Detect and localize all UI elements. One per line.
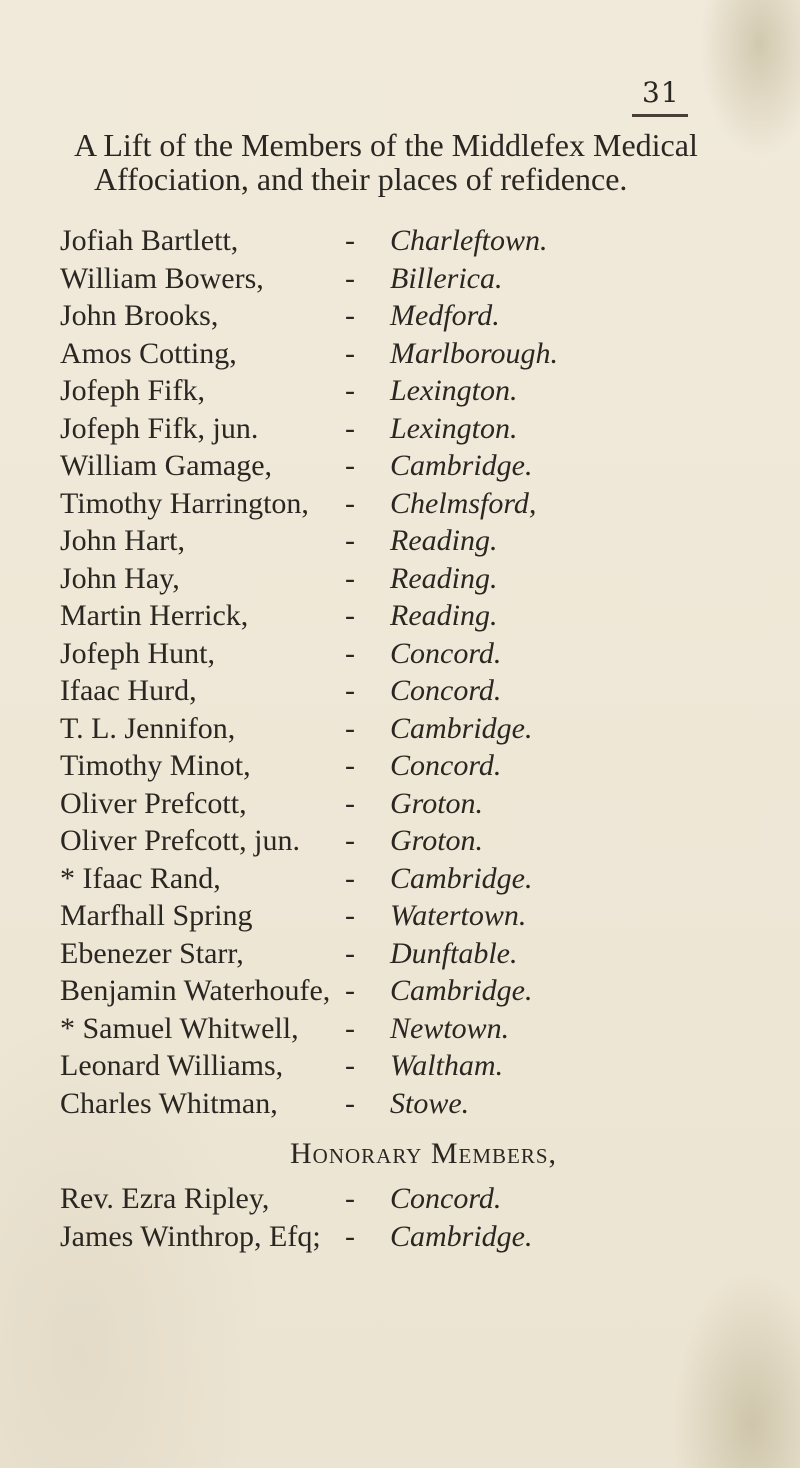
list-item bbox=[60, 747, 780, 785]
separator-dash: - bbox=[345, 524, 355, 557]
member-residence: Concord. bbox=[390, 636, 502, 670]
list-item bbox=[60, 410, 780, 448]
heading-line-1: A Lift of the Members of the Middlefex Medical bbox=[74, 127, 698, 163]
list-item bbox=[60, 1218, 780, 1256]
member-name: Jofeph Hunt, bbox=[60, 636, 215, 670]
member-residence: Cambridge. bbox=[390, 974, 533, 1007]
list-item bbox=[60, 335, 780, 373]
member-residence: Charleftown. bbox=[390, 224, 548, 257]
list-item bbox=[60, 260, 780, 298]
separator-dash: - bbox=[345, 411, 355, 445]
separator-dash: - bbox=[345, 824, 355, 857]
honorary-member-list bbox=[60, 1180, 780, 1255]
separator-dash: - bbox=[345, 1086, 355, 1120]
separator-dash: - bbox=[345, 1011, 355, 1045]
member-residence: Chelmsford, bbox=[390, 486, 537, 520]
member-residence: Concord. bbox=[390, 1182, 502, 1215]
separator-dash: - bbox=[345, 861, 355, 895]
list-item bbox=[60, 597, 780, 635]
list-heading bbox=[74, 128, 774, 196]
list-item bbox=[60, 522, 780, 560]
page-number: 31 bbox=[642, 76, 680, 109]
member-residence: Cambridge. bbox=[390, 711, 533, 745]
list-item bbox=[60, 822, 780, 860]
separator-dash: - bbox=[345, 974, 355, 1007]
separator-dash: - bbox=[345, 449, 355, 482]
member-name: Charles Whitman, bbox=[60, 1086, 278, 1120]
separator-dash: - bbox=[345, 1219, 355, 1253]
member-name: Marfhall Spring bbox=[60, 899, 253, 932]
list-item bbox=[60, 1085, 780, 1123]
member-residence: Waltham. bbox=[390, 1049, 504, 1082]
list-item bbox=[60, 1180, 780, 1218]
member-residence: Medford. bbox=[390, 299, 500, 332]
member-residence: Groton. bbox=[390, 786, 484, 820]
member-residence: Reading. bbox=[390, 524, 498, 557]
separator-dash: - bbox=[345, 711, 355, 745]
member-name: * Samuel Whitwell, bbox=[60, 1011, 299, 1045]
separator-dash: - bbox=[345, 786, 355, 820]
separator-dash: - bbox=[345, 899, 355, 932]
list-item bbox=[60, 222, 780, 260]
member-name: Rev. Ezra Ripley, bbox=[60, 1182, 270, 1215]
member-name: Timothy Minot, bbox=[60, 749, 251, 782]
member-name: William Bowers, bbox=[60, 261, 264, 295]
separator-dash: - bbox=[345, 486, 355, 520]
page-number-rule bbox=[632, 114, 688, 117]
list-item bbox=[60, 710, 780, 748]
member-list bbox=[60, 222, 780, 1122]
member-name: Ifaac Hurd, bbox=[60, 674, 197, 707]
separator-dash: - bbox=[345, 1182, 355, 1215]
member-name: Timothy Harrington, bbox=[60, 486, 309, 520]
member-name: John Hart, bbox=[60, 524, 185, 557]
member-residence: Reading. bbox=[390, 599, 498, 632]
member-name: Benjamin Waterhoufe, bbox=[60, 974, 331, 1007]
list-item bbox=[60, 897, 780, 935]
list-item bbox=[60, 972, 780, 1010]
list-item bbox=[60, 447, 780, 485]
member-residence: Newtown. bbox=[390, 1011, 510, 1045]
member-residence: Cambridge. bbox=[390, 861, 533, 895]
member-residence: Lexington. bbox=[390, 411, 518, 445]
member-name: Oliver Prefcott, jun. bbox=[60, 824, 300, 857]
member-name: Jofiah Bartlett, bbox=[60, 224, 239, 257]
member-residence: Concord. bbox=[390, 749, 502, 782]
separator-dash: - bbox=[345, 336, 355, 370]
member-name: James Winthrop, Efq; bbox=[60, 1219, 321, 1253]
list-item bbox=[60, 485, 780, 523]
member-residence: Reading. bbox=[390, 561, 498, 595]
honorary-members-title: Honorary Members, bbox=[290, 1137, 558, 1170]
member-name: Ebenezer Starr, bbox=[60, 936, 244, 970]
member-residence: Dunftable. bbox=[390, 936, 518, 970]
separator-dash: - bbox=[345, 599, 355, 632]
member-residence: Concord. bbox=[390, 674, 502, 707]
member-name: Jofeph Fifk, bbox=[60, 374, 205, 407]
separator-dash: - bbox=[345, 224, 355, 257]
separator-dash: - bbox=[345, 561, 355, 595]
member-name: John Brooks, bbox=[60, 299, 219, 332]
member-name: John Hay, bbox=[60, 561, 180, 595]
list-item bbox=[60, 785, 780, 823]
list-item bbox=[60, 560, 780, 598]
separator-dash: - bbox=[345, 261, 355, 295]
member-name: * Ifaac Rand, bbox=[60, 861, 221, 895]
member-name: William Gamage, bbox=[60, 449, 273, 482]
member-name: Oliver Prefcott, bbox=[60, 786, 247, 820]
member-residence: Lexington. bbox=[390, 374, 518, 407]
separator-dash: - bbox=[345, 936, 355, 970]
separator-dash: - bbox=[345, 636, 355, 670]
list-item bbox=[60, 935, 780, 973]
list-item bbox=[60, 672, 780, 710]
list-item bbox=[60, 635, 780, 673]
list-item bbox=[60, 297, 780, 335]
member-residence: Cambridge. bbox=[390, 449, 533, 482]
member-residence: Watertown. bbox=[390, 899, 527, 932]
member-residence: Stowe. bbox=[390, 1086, 470, 1120]
member-residence: Billerica. bbox=[390, 261, 503, 295]
list-item bbox=[60, 860, 780, 898]
list-item bbox=[60, 1047, 780, 1085]
member-name: Jofeph Fifk, jun. bbox=[60, 411, 259, 445]
list-item bbox=[60, 1010, 780, 1048]
member-residence: Marlborough. bbox=[390, 336, 559, 370]
separator-dash: - bbox=[345, 1049, 355, 1082]
member-residence: Groton. bbox=[390, 824, 484, 857]
member-name: Leonard Williams, bbox=[60, 1049, 284, 1082]
separator-dash: - bbox=[345, 749, 355, 782]
member-name: Amos Cotting, bbox=[60, 336, 237, 370]
heading-line-2: Affociation, and their places of refidence. bbox=[94, 161, 628, 197]
member-residence: Cambridge. bbox=[390, 1219, 533, 1253]
separator-dash: - bbox=[345, 374, 355, 407]
separator-dash: - bbox=[345, 674, 355, 707]
member-name: T. L. Jennifon, bbox=[60, 711, 236, 745]
member-name: Martin Herrick, bbox=[60, 599, 249, 632]
separator-dash: - bbox=[345, 299, 355, 332]
list-item bbox=[60, 372, 780, 410]
